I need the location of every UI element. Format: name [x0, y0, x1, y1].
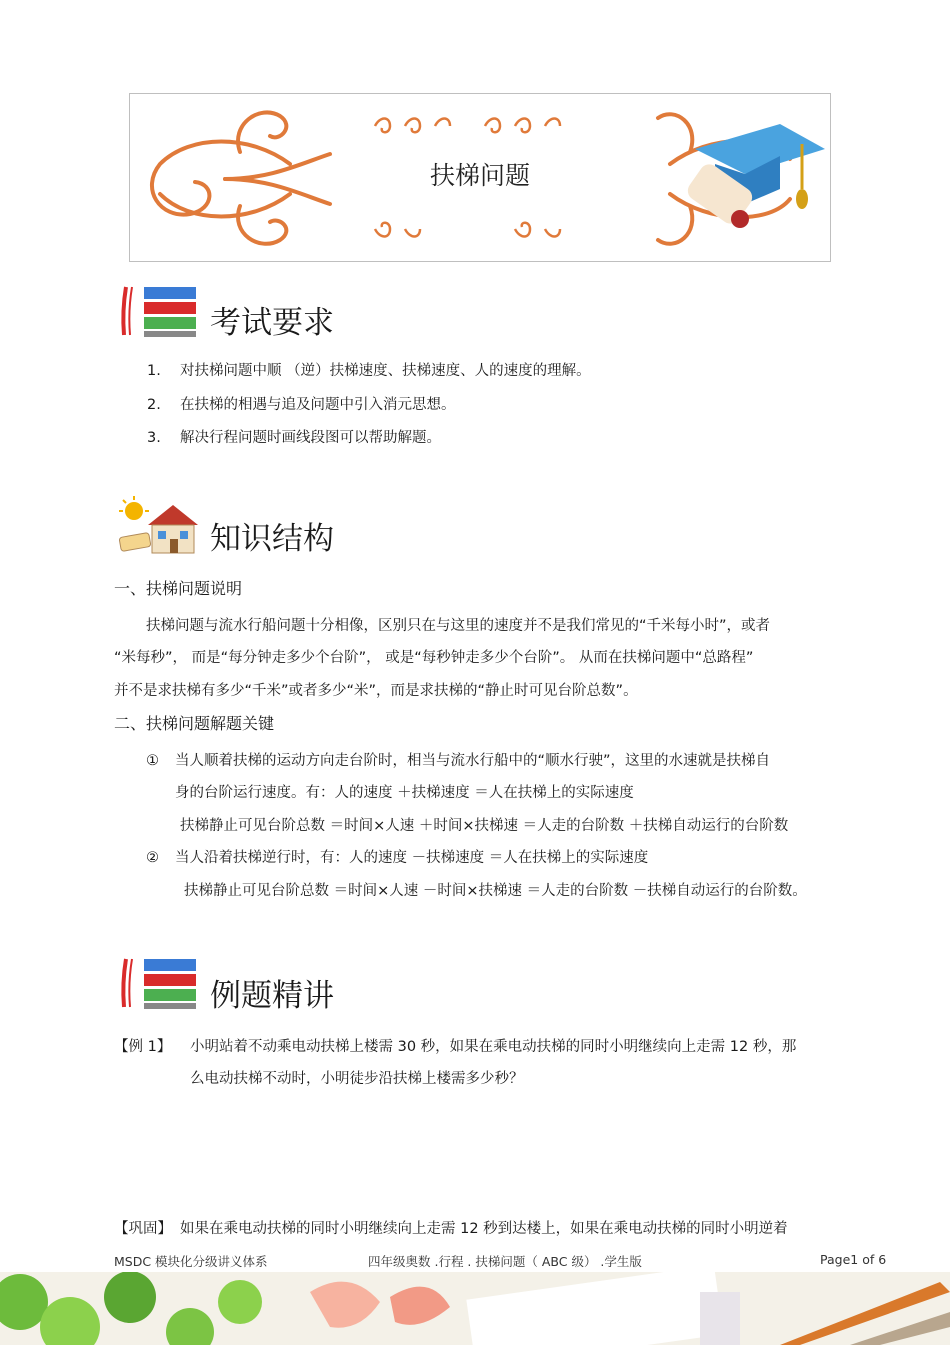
paragraph-line: 并不是求扶梯有多少“千米”或者多少“米”，而是求扶梯的“静止时可见台阶总数”。 — [114, 683, 638, 699]
list-item: 对扶梯问题中顺 （逆）扶梯速度、扶梯速度、人的速度的理解。 — [180, 363, 591, 379]
books-icon — [118, 955, 200, 1012]
example-text: 么电动扶梯不动时，小明徒步沿扶梯上楼需多少秒？ — [190, 1071, 524, 1087]
example-label: 【例 1】 — [114, 1039, 172, 1055]
footer-left: MSDC 模块化分级讲义体系 — [114, 1254, 268, 1269]
formula-line: 扶梯静止可见台阶总数 ＝时间×人速 ＋时间×扶梯速 ＝人走的台阶数 ＋扶梯自动运行的台阶数 — [180, 818, 789, 834]
circled-number: ① — [146, 753, 159, 769]
paragraph-line: 当人沿着扶梯逆行时，有：人的速度 －扶梯速度 ＝人在扶梯上的实际速度 — [175, 850, 649, 866]
formula-line: 扶梯静止可见台阶总数 ＝时间×人速 －时间×扶梯速 ＝人走的台阶数 －扶梯自动运行的台阶数。 — [184, 883, 807, 899]
footer-page-number: Page1 of 6 — [820, 1252, 887, 1267]
list-item: 在扶梯的相遇与追及问题中引入消元思想。 — [180, 397, 456, 413]
paragraph-line: 扶梯问题与流水行船问题十分相像，区别只在与这里的速度并不是我们常见的“千米每小时”，或者 — [146, 618, 771, 634]
practice-text: 如果在乘电动扶梯的同时小明继续向上走需 12 秒到达楼上，如果在乘电动扶梯的同时小明逆着 — [180, 1221, 788, 1237]
section-heading-knowledge: 知识结构 — [210, 521, 334, 557]
footer-center: 四年级奥数 .行程 . 扶梯问题（ ABC 级） .学生版 — [368, 1254, 642, 1269]
list-item: 解决行程问题时画线段图可以帮助解题。 — [180, 430, 441, 446]
subheading: 二、扶梯问题解题关键 — [114, 714, 275, 733]
subheading: 一、扶梯问题说明 — [114, 579, 243, 598]
circled-number: ② — [146, 850, 159, 866]
decorative-footer-image — [0, 1272, 950, 1345]
practice-label: 【巩固】 — [114, 1221, 172, 1237]
paragraph-line: 身的台阶运行速度。有：人的速度 ＋扶梯速度 ＝人在扶梯上的实际速度 — [175, 785, 634, 801]
title-banner — [129, 93, 831, 262]
example-text: 小明站着不动乘电动扶梯上楼需 30 秒，如果在乘电动扶梯的同时小明继续向上走需 12 秒，那 — [190, 1039, 797, 1055]
section-heading-exam: 考试要求 — [210, 305, 334, 341]
paragraph-line: 当人顺着扶梯的运动方向走台阶时，相当与流水行船中的“顺水行驶”，这里的水速就是扶梯自 — [175, 753, 771, 769]
section-heading-examples: 例题精讲 — [210, 978, 334, 1014]
school-house-icon — [118, 495, 200, 557]
paragraph-line: “米每秒”， 而是“每分钟走多少个台阶”， 或是“每秒钟走多少个台阶”。 从而在扶梯问题中“总路程” — [114, 650, 754, 666]
list-item-number: 1. — [147, 363, 161, 379]
list-item-number: 3. — [147, 430, 161, 446]
banner-title: 扶梯问题 — [429, 161, 530, 190]
list-item-number: 2. — [147, 397, 161, 413]
books-icon — [118, 283, 200, 340]
